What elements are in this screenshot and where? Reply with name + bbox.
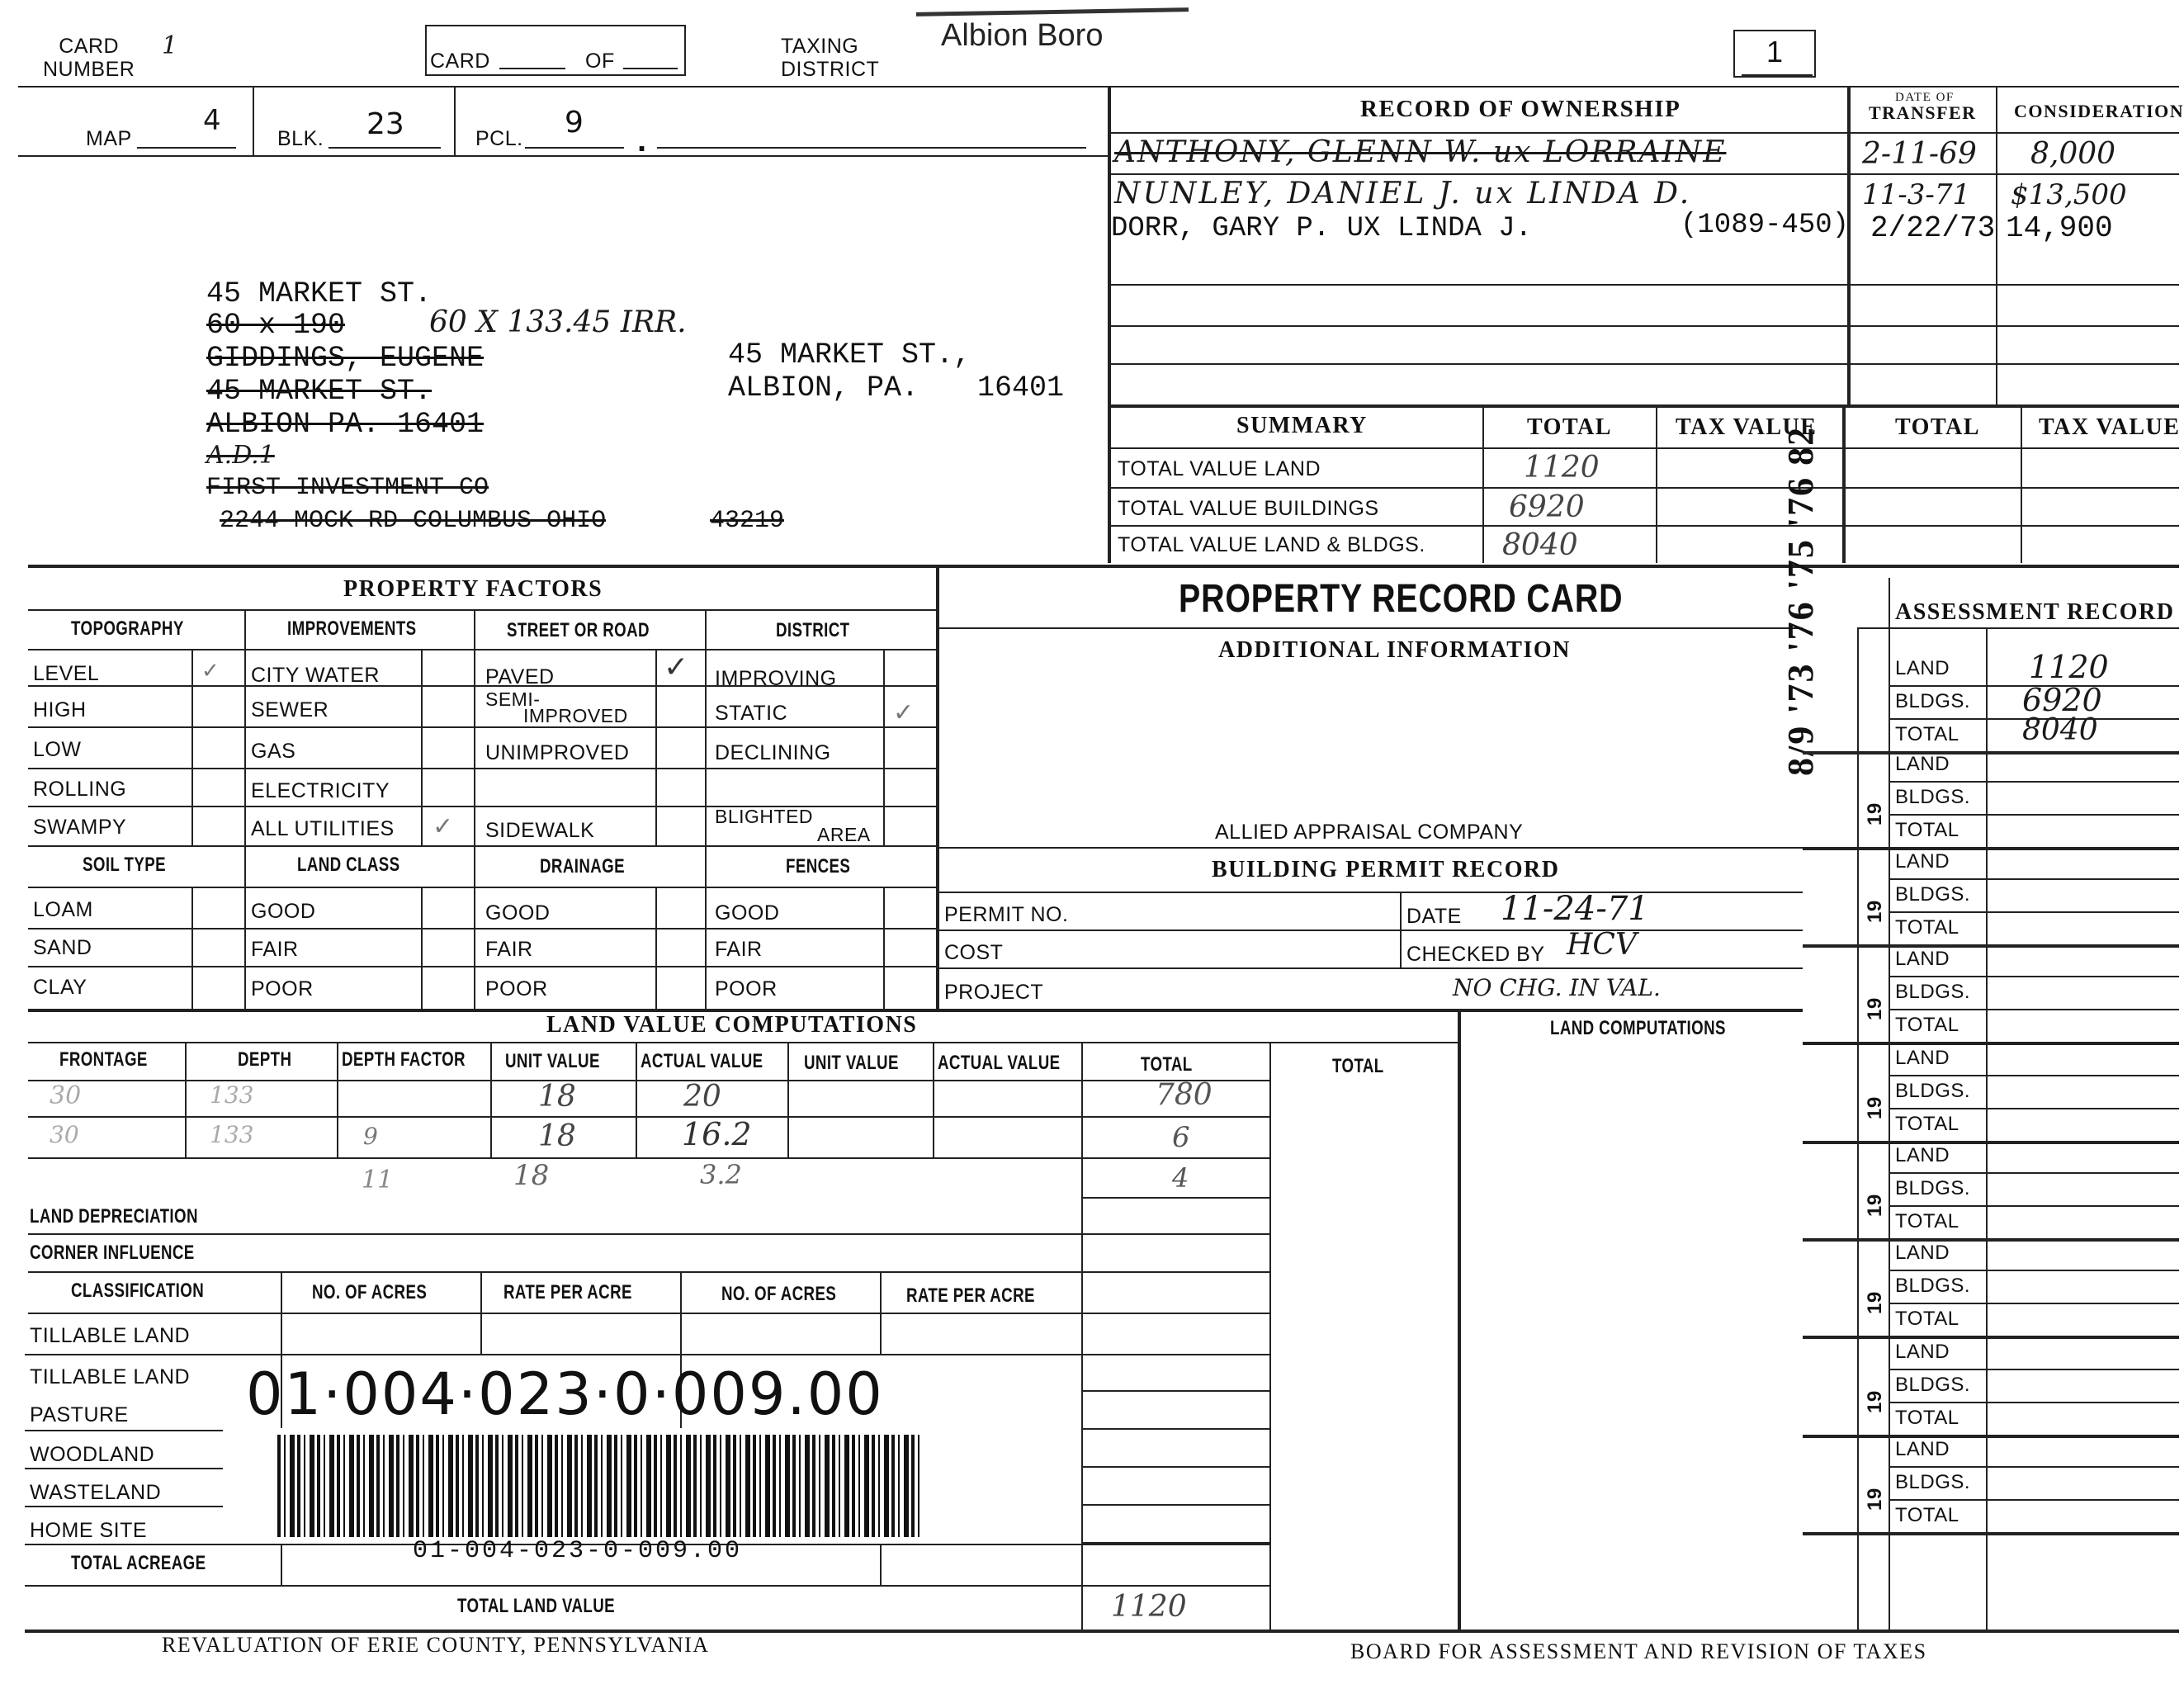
no-of-acres-header-2: NO. OF ACRES [721, 1283, 837, 1305]
owner-date-1: 2-11-69 [1862, 137, 1977, 171]
assessment-land-label: LAND [1895, 1438, 1950, 1460]
land-computations-title: LAND COMPUTATIONS [1550, 1017, 1726, 1039]
landclass-fair: FAIR [251, 938, 299, 961]
owner-date-3: 2/22/73 [1870, 211, 1996, 245]
impr-all-utilities: ALL UTILITIES [251, 817, 395, 840]
lv-header-actual-value: ACTUAL VALUE [641, 1050, 763, 1072]
soil-sand: SAND [33, 936, 92, 959]
assessment-bldgs-label: BLDGS. [1895, 1080, 1971, 1102]
fences-good: GOOD [715, 901, 780, 925]
class-tillable-land-1: TILLABLE LAND [30, 1324, 191, 1347]
owner-consideration-1: 8,000 [2030, 137, 2116, 171]
summary-land-value: 1120 [1524, 451, 1600, 485]
lv-row1-unit: 18 [538, 1080, 576, 1114]
card-of-box [425, 25, 686, 76]
assessment-bldgs-label: BLDGS. [1895, 1374, 1971, 1396]
footer-left: REVALUATION OF ERIE COUNTY, PENNSYLVANIA [162, 1633, 710, 1657]
lv-row1-total: 780 [1156, 1078, 1213, 1112]
taxing-district-value: Albion Boro [941, 18, 1104, 53]
topo-level: LEVEL [33, 662, 100, 685]
additional-information-title: ADDITIONAL INFORMATION [1218, 637, 1571, 663]
address-line-7-struck: FIRST INVESTMENT CO [206, 474, 489, 502]
total-land-value-label: TOTAL LAND VALUE [457, 1595, 616, 1617]
summary-both-label: TOTAL VALUE LAND & BLDGS. [1118, 533, 1425, 556]
impr-electricity: ELECTRICITY [251, 779, 390, 802]
lv-row3-factor: 11 [362, 1166, 394, 1194]
assessment-year-prefix: 19 [1864, 1291, 1886, 1314]
lv-header-frontage: FRONTAGE [59, 1048, 148, 1071]
check-paved: ✓ [664, 650, 689, 684]
owner-consideration-3: 14,900 [2006, 211, 2113, 245]
check-static: ✓ [893, 698, 915, 727]
assessment-land-label: LAND [1895, 1144, 1950, 1166]
pcl-label: PCL. [475, 127, 523, 150]
lv-row2-factor: 9 [363, 1123, 378, 1150]
land-value-computations-title: LAND VALUE COMPUTATIONS [546, 1012, 918, 1038]
assessment-bldgs-label: BLDGS. [1895, 1275, 1971, 1297]
assessment-bldgs-label: BLDGS. [1895, 981, 1971, 1003]
district-static: STATIC [715, 702, 788, 725]
summary-tax-value-header-2: TAX VALUE [2039, 414, 2181, 440]
address-line-2-struck: 60 x 190 [206, 309, 346, 342]
summary-tax-value-header: TAX VALUE [1676, 414, 1818, 440]
drainage-good: GOOD [485, 901, 551, 925]
impr-sewer: SEWER [251, 698, 329, 721]
lv-header-unit-value: UNIT VALUE [505, 1050, 600, 1072]
address-line-8-zip: 43219 [710, 507, 785, 535]
assessment-total-label: TOTAL [1895, 1504, 1959, 1526]
assessment-first-bldgs: 6920 [2022, 682, 2102, 718]
assessment-year-prefix: 19 [1864, 1194, 1886, 1217]
class-wasteland: WASTELAND [30, 1481, 162, 1504]
permit-cost-label: COST [944, 941, 1004, 964]
landclass-poor: POOR [251, 977, 314, 1000]
box-number: 1 [1733, 30, 1816, 78]
owner-row-1: ANTHONY, GLENN W. ux LORRAINE [1114, 135, 1727, 169]
lv-row1-depth: 133 [210, 1081, 254, 1109]
assessment-year-prefix: 19 [1864, 802, 1886, 825]
street-paved: PAVED [485, 665, 555, 688]
project-label: PROJECT [944, 981, 1044, 1004]
district-improving: IMPROVING [715, 667, 837, 690]
map-label: MAP [86, 127, 132, 150]
topo-swampy: SWAMPY [33, 816, 127, 839]
mailing-zip: 16401 [977, 371, 1065, 404]
lv-row2-frontage: 30 [50, 1121, 79, 1148]
fences-poor: POOR [715, 977, 778, 1000]
assessment-total-label: TOTAL [1895, 723, 1959, 745]
total-land-value-hand: 1120 [1111, 1590, 1187, 1624]
street-unimproved: UNIMPROVED [485, 741, 630, 764]
permit-date-value: 11-24-71 [1501, 890, 1649, 928]
summary-bldg-value: 6920 [1509, 490, 1585, 524]
date-of-transfer-header: TRANSFER [1869, 102, 1977, 123]
check-level: ✓ [201, 659, 220, 684]
footer-right: BOARD FOR ASSESSMENT AND REVISION OF TAXES [1350, 1639, 1927, 1663]
district-area: AREA [817, 824, 871, 845]
assessment-bldgs-label: BLDGS. [1895, 883, 1971, 906]
lv-row1-actual: 20 [683, 1080, 721, 1114]
impr-city-water: CITY WATER [251, 664, 380, 687]
address-line-8-struck: 2244 MOCK RD COLUMBUS OHIO [220, 507, 607, 535]
assessment-land-label: LAND [1895, 1341, 1950, 1363]
permit-no-label: PERMIT NO. [944, 903, 1069, 926]
assessment-year-prefix: 19 [1864, 997, 1886, 1020]
address-line-4-struck: 45 MARKET ST. [206, 375, 433, 408]
permit-date-label: DATE [1406, 905, 1462, 928]
assessment-total-label: TOTAL [1895, 1308, 1959, 1330]
assessment-year-prefix: 19 [1864, 1488, 1886, 1511]
pcl-value: 9 [565, 106, 584, 140]
soil-clay: CLAY [33, 976, 87, 999]
summary-bldg-label: TOTAL VALUE BUILDINGS [1118, 497, 1379, 520]
lv-row3-unit: 18 [513, 1159, 550, 1192]
district-blighted: BLIGHTED [715, 806, 814, 827]
lv-row3-total: 4 [1172, 1162, 1189, 1194]
stamped-years: 8/9 '73 '76 '75 '76 82 [1780, 425, 1821, 776]
address-line-1: 45 MARKET ST. [206, 277, 433, 310]
card-number-hand: 1 [162, 31, 178, 60]
assessment-year-prefix: 19 [1864, 1390, 1886, 1413]
assessment-record-title: ASSESSMENT RECORD [1895, 599, 2175, 625]
assessment-land-label: LAND [1895, 1047, 1950, 1069]
lv-header-unit-value-2: UNIT VALUE [804, 1052, 899, 1074]
lv-row1-frontage: 30 [50, 1081, 82, 1110]
property-record-card-title: PROPERTY RECORD CARD [1179, 577, 1624, 621]
class-pasture: PASTURE [30, 1403, 129, 1426]
land-depreciation-label: LAND DEPRECIATION [30, 1205, 198, 1228]
owner-row-2: NUNLEY, DANIEL J. ux LINDA D. [1114, 177, 1692, 210]
header-drainage: DRAINAGE [540, 855, 625, 877]
street-improved: IMPROVED [523, 705, 628, 726]
total-acreage-label: TOTAL ACREAGE [71, 1552, 206, 1574]
checked-by-label: CHECKED BY [1406, 943, 1545, 966]
assessment-land-label: LAND [1895, 753, 1950, 775]
rate-per-acre-header: RATE PER ACRE [503, 1281, 632, 1303]
impr-gas: GAS [251, 740, 296, 763]
assessment-total-label: TOTAL [1895, 916, 1959, 939]
header-land-class: LAND CLASS [297, 854, 400, 876]
mailing-line-2: ALBION, PA. [728, 371, 919, 404]
ownership-title: RECORD OF OWNERSHIP [1360, 96, 1681, 122]
soil-loam: LOAM [33, 898, 93, 921]
street-semi: SEMI- [485, 688, 541, 710]
lv-row3-actual: 3.2 [700, 1159, 742, 1190]
assessment-first-land: 1120 [2029, 649, 2109, 685]
owner-consideration-2: $13,500 [2011, 178, 2127, 211]
lv-row2-actual: 16.2 [682, 1116, 752, 1152]
map-value: 4 [203, 104, 221, 137]
lv-header-total-2: TOTAL [1332, 1055, 1384, 1077]
summary-land-label: TOTAL VALUE LAND [1118, 457, 1321, 480]
class-home-site: HOME SITE [30, 1519, 148, 1542]
header-district: DISTRICT [776, 619, 850, 641]
taxing-district-label: TAXING DISTRICT [781, 35, 880, 81]
no-of-acres-header: NO. OF ACRES [312, 1281, 428, 1303]
assessment-bldgs-label: BLDGS. [1895, 1471, 1971, 1493]
assessment-land-label: LAND [1895, 657, 1950, 679]
lv-header-depth: DEPTH [238, 1048, 292, 1071]
header-fences: FENCES [786, 855, 851, 877]
drainage-fair: FAIR [485, 938, 533, 961]
street-sidewalk: SIDEWALK [485, 819, 595, 842]
project-value: NO CHG. IN VAL. [1453, 974, 1661, 1001]
landclass-good: GOOD [251, 900, 316, 923]
assessment-total-label: TOTAL [1895, 1407, 1959, 1429]
rate-per-acre-header-2: RATE PER ACRE [906, 1284, 1035, 1307]
header-street-or-road: STREET OR ROAD [507, 619, 650, 641]
drainage-poor: POOR [485, 977, 548, 1000]
assessment-land-label: LAND [1895, 1242, 1950, 1264]
assessment-land-label: LAND [1895, 948, 1950, 970]
check-all-utilities: ✓ [433, 812, 454, 841]
lv-row2-unit: 18 [538, 1119, 576, 1153]
assessment-bldgs-label: BLDGS. [1895, 690, 1971, 712]
lv-header-total: TOTAL [1141, 1053, 1193, 1076]
assessment-year-prefix: 19 [1864, 900, 1886, 923]
owner-ref-3: (1089-450) [1681, 210, 1850, 241]
assessment-total-label: TOTAL [1895, 1113, 1959, 1135]
date-of-header-small: DATE OF [1895, 91, 1955, 104]
card-number-label: CARD NUMBER [43, 35, 135, 81]
address-line-5-struck: ALBION PA. 16401 [206, 408, 485, 441]
pcl-dot: . [637, 122, 647, 158]
district-declining: DECLINING [715, 741, 831, 764]
topo-rolling: ROLLING [33, 778, 127, 801]
card-of-mid: OF [585, 50, 615, 73]
lv-header-depth-factor: DEPTH FACTOR [342, 1048, 466, 1071]
classification-header: CLASSIFICATION [71, 1280, 205, 1302]
blk-value: 23 [366, 107, 404, 141]
class-tillable-land-2: TILLABLE LAND [30, 1365, 191, 1388]
barcode-text: 01-004-023-0-009.00 [413, 1537, 743, 1565]
class-woodland: WOODLAND [30, 1443, 155, 1466]
address-line-3-struck: GIDDINGS, EUGENE [206, 342, 485, 375]
blk-label: BLK. [277, 127, 324, 150]
address-line-2-hand: 60 X 133.45 IRR. [429, 305, 687, 339]
fences-fair: FAIR [715, 938, 763, 961]
barcode [277, 1435, 921, 1537]
mailing-line-1: 45 MARKET ST., [728, 338, 971, 371]
topo-high: HIGH [33, 698, 87, 721]
lv-row2-depth: 133 [210, 1121, 254, 1148]
address-line-6-struck: A.D.1 [206, 441, 275, 470]
owner-row-3: DORR, GARY P. UX LINDA J. [1111, 213, 1533, 244]
owner-date-2: 11-3-71 [1862, 178, 1971, 211]
parcel-id-hand: 01·004·023·0·009.00 [246, 1360, 884, 1428]
assessment-total-label: TOTAL [1895, 1014, 1959, 1036]
header-soil-type: SOIL TYPE [83, 854, 166, 876]
header-topography: TOPOGRAPHY [71, 617, 184, 640]
summary-total-header-2: TOTAL [1895, 414, 1980, 440]
assessment-land-label: LAND [1895, 850, 1950, 873]
summary-both-value: 8040 [1502, 528, 1578, 562]
card-of-prefix: CARD [430, 50, 490, 73]
lv-row2-total: 6 [1172, 1121, 1190, 1154]
assessment-total-label: TOTAL [1895, 819, 1959, 841]
checked-by-value: HCV [1567, 928, 1637, 962]
header-improvements: IMPROVEMENTS [287, 617, 417, 640]
lv-header-actual-value-2: ACTUAL VALUE [938, 1052, 1061, 1074]
consideration-header: CONSIDERATION [2014, 101, 2184, 121]
assessment-year-prefix: 19 [1864, 1096, 1886, 1119]
appraiser-name: ALLIED APPRAISAL COMPANY [1215, 821, 1524, 844]
summary-title: SUMMARY [1236, 413, 1368, 438]
building-permit-title: BUILDING PERMIT RECORD [1212, 857, 1560, 882]
summary-total-header: TOTAL [1527, 414, 1612, 440]
assessment-first-total: 8040 [2022, 713, 2098, 747]
assessment-total-label: TOTAL [1895, 1210, 1959, 1232]
assessment-bldgs-label: BLDGS. [1895, 1177, 1971, 1199]
assessment-bldgs-label: BLDGS. [1895, 786, 1971, 808]
topo-low: LOW [33, 738, 82, 761]
property-factors-title: PROPERTY FACTORS [343, 576, 603, 602]
corner-influence-label: CORNER INFLUENCE [30, 1242, 195, 1264]
